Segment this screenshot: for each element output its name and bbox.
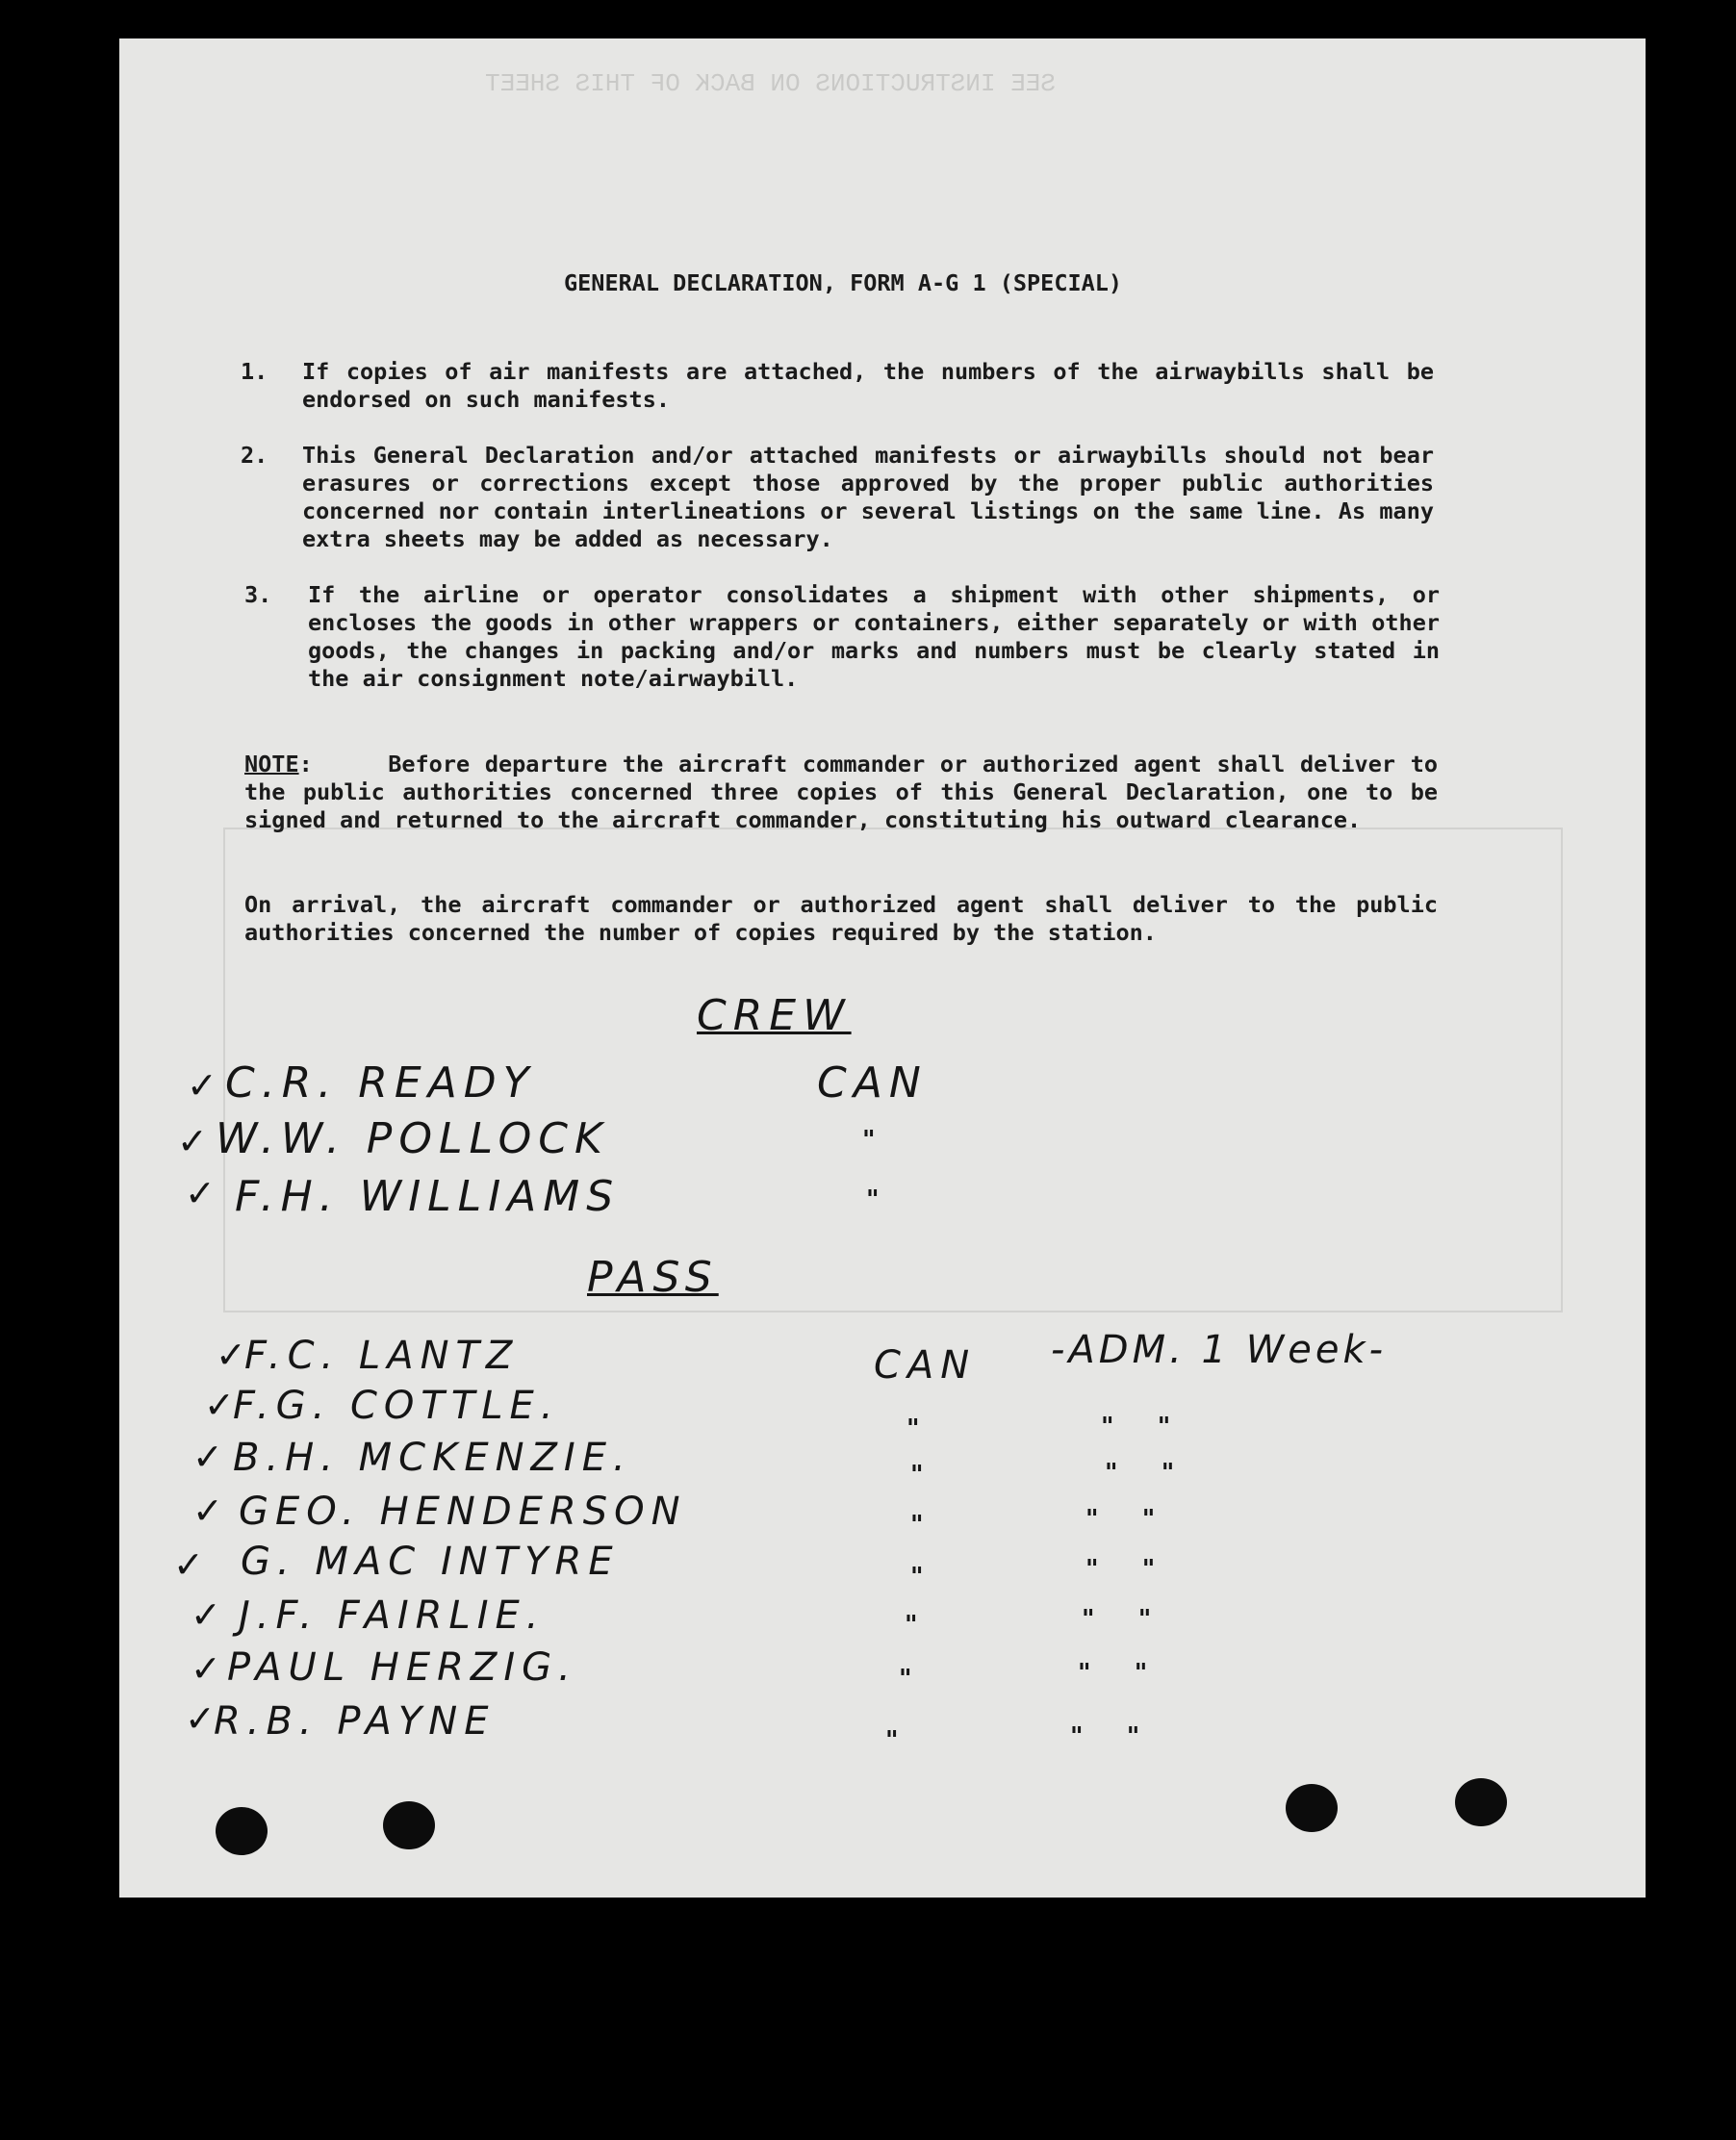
passenger-stay-ditto: " ": [1101, 1413, 1171, 1441]
punch-hole: [1455, 1778, 1507, 1826]
passenger-nationality-ditto: ": [906, 1414, 920, 1443]
check-mark-icon: ✓: [173, 1543, 204, 1586]
passenger-name: B.H. MCKENZIE.: [233, 1436, 632, 1480]
passenger-nationality-ditto: ": [899, 1665, 912, 1694]
bleed-through-text: SEE INSTRUCTIONS ON BACK OF THIS SHEET: [485, 69, 1056, 98]
passenger-nationality-ditto: ": [910, 1461, 924, 1490]
instruction-number: 2.: [241, 442, 268, 469]
passenger-stay-ditto: " ": [1085, 1555, 1156, 1584]
check-mark-icon: ✓: [191, 1593, 221, 1636]
passenger-name: PAUL HERZIG.: [227, 1645, 577, 1690]
punch-hole: [1286, 1784, 1338, 1832]
check-mark-icon: ✓: [187, 1064, 217, 1107]
passenger-nationality: CAN: [874, 1343, 977, 1388]
check-mark-icon: ✓: [185, 1697, 216, 1740]
instruction-number: 3.: [244, 581, 272, 608]
crew-nationality-ditto: ": [866, 1185, 880, 1214]
passenger-stay-ditto: " ": [1082, 1605, 1152, 1634]
passenger-name: F.C. LANTZ: [244, 1334, 520, 1378]
form-title: GENERAL DECLARATION, FORM A-G 1 (SPECIAL): [564, 269, 1123, 296]
instruction-text: If the airline or operator consolidates a shipment with other shipments, or encloses the goods in other wrappers or containers, either separately or with other goods, the changes in packing and/or marks and numbers must be clearly stated in the air consignment note/airwaybill.: [308, 581, 1440, 692]
crew-name: W.W. POLLOCK: [216, 1114, 609, 1163]
crew-nationality-ditto: ": [862, 1126, 876, 1155]
crew-heading: CREW: [697, 991, 852, 1040]
passenger-name: J.F. FAIRLIE.: [239, 1593, 546, 1638]
check-mark-icon: ✓: [191, 1647, 221, 1690]
passenger-name: F.G. COTTLE.: [233, 1384, 560, 1428]
passenger-stay-ditto: " ": [1105, 1459, 1175, 1488]
check-mark-icon: ✓: [192, 1490, 223, 1532]
passenger-nationality-ditto: ": [910, 1511, 924, 1540]
check-mark-icon: ✓: [185, 1172, 216, 1214]
check-mark-icon: ✓: [177, 1120, 208, 1162]
note-label: NOTE: [244, 751, 299, 777]
passenger-stay-ditto: " ": [1078, 1659, 1148, 1688]
passenger-stay: -ADM. 1 Week-: [1051, 1328, 1388, 1372]
check-mark-icon: ✓: [204, 1384, 235, 1426]
note-text: Before departure the aircraft commander or authorized agent shall deliver to the public authorities concerned three copies of this General Declaration, one to be signed and returned to the aircraft commander, constituting his outward clearance.: [244, 751, 1438, 833]
passenger-stay-ditto: " ": [1085, 1505, 1156, 1534]
passenger-name: GEO. HENDERSON: [239, 1490, 687, 1534]
crew-name: C.R. READY: [225, 1058, 536, 1108]
arrival-paragraph: On arrival, the aircraft commander or authorized agent shall deliver to the public authorities concerned the number of copies required by the station.: [244, 891, 1438, 946]
passenger-heading: PASS: [587, 1253, 719, 1302]
passenger-name: R.B. PAYNE: [214, 1699, 496, 1744]
crew-name: F.H. WILLIAMS: [235, 1172, 621, 1221]
note-paragraph: NOTE: Before departure the aircraft commander or authorized agent shall deliver to the public authorities concerned three copies of this General Declaration, one to be signed and returned to the aircraft commander, constituting his outward clearance.: [244, 751, 1438, 833]
passenger-nationality-ditto: ": [905, 1611, 918, 1640]
instruction-number: 1.: [241, 358, 268, 385]
passenger-stay-ditto: " ": [1070, 1722, 1140, 1751]
passenger-name: G. MAC INTYRE: [241, 1540, 620, 1584]
check-mark-icon: ✓: [216, 1334, 246, 1376]
passenger-nationality-ditto: ": [885, 1726, 899, 1755]
punch-hole: [383, 1801, 435, 1849]
instruction-text: If copies of air manifests are attached, the numbers of the airwaybills shall be endorsed on such manifests.: [302, 358, 1434, 413]
instruction-text: This General Declaration and/or attached manifests or airwaybills should not bear erasures or corrections except those approved by the proper public authorities concerned nor contain interlineations or several listings on the same line. As many extra sheets may be added as necessary.: [302, 442, 1434, 552]
punch-hole: [216, 1807, 268, 1855]
document-page: [119, 38, 1646, 1898]
passenger-nationality-ditto: ": [910, 1563, 924, 1592]
check-mark-icon: ✓: [192, 1436, 223, 1478]
crew-nationality: CAN: [817, 1058, 928, 1108]
